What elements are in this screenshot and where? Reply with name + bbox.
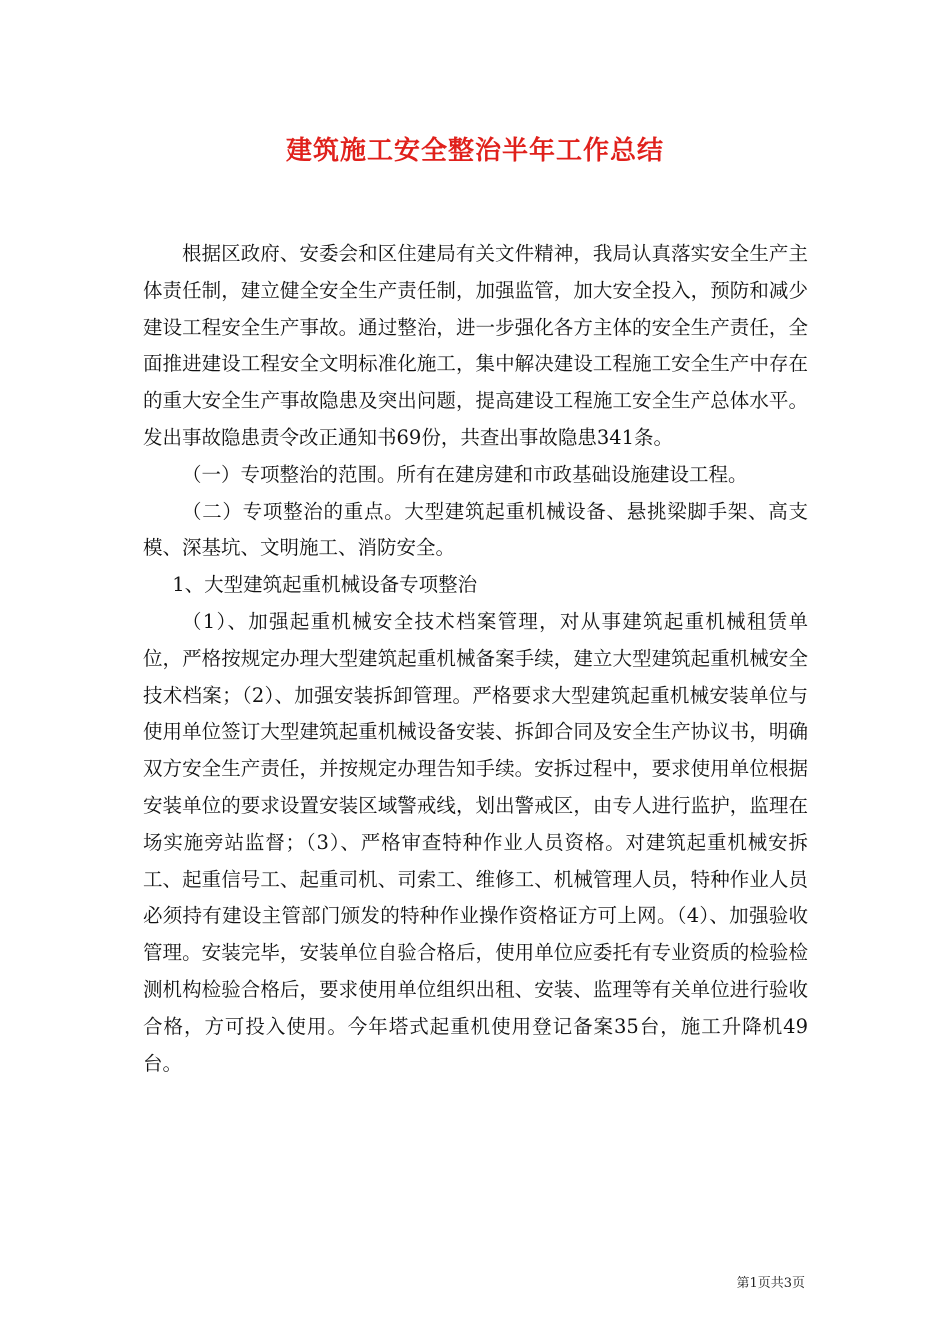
crane-details-paragraph: （1）、加强起重机械安全技术档案管理，对从事建筑起重机械租赁单位，严格按规定办理大型建筑起重机械备案手续，建立大型建筑起重机械安全技术档案；（2）、加强安装拆卸管理。严格要求大型建筑起重机械安装单位与使用单位签订大型建筑起重机械设备安装、拆卸合同及安全生产协议书，明确双方安全生产责任，并按规定办理告知手续。安拆过程中，要求使用单位根据安装单位的要求设置安装区域警戒线，划出警戒区，由专人进行监护，监理在场实施旁站监督；（3）、严格审查特种作业人员资格。对建筑起重机械安拆工、起重信号工、起重司机、司索工、维修工、机械管理人员，特种作业人员必须持有建设主管部门颁发的特种作业操作资格证方可上网。（4）、加强验收管理。安装完毕，安装单位自验合格后，使用单位应委托有专业资质的检验检测机构检验合格后，要求使用单位组织出租、安装、监理等有关单位进行验收合格，方可投入使用。今年塔式起重机使用登记备案35台，施工升降机49台。	[143, 609, 808, 1075]
document-title: 建筑施工安全整治半年工作总结	[285, 136, 664, 166]
focus-paragraph: （二）专项整治的重点。大型建筑起重机械设备、悬挑梁脚手架、高支模、深基坑、文明施工、消防安全。	[143, 499, 808, 560]
intro-paragraph: 根据区政府、安委会和区住建局有关文件精神，我局认真落实安全生产主体责任制，建立健全安全生产责任制，加强监管，加大安全投入，预防和减少建设工程安全生产事故。通过整治，进一步强化各方主体的安全生产责任，全面推进建设工程安全文明标准化施工，集中解决建设工程施工安全生产中存在的重大安全生产事故隐患及突出问题，提高建设工程施工安全生产总体水平。发出事故隐患责令改正通知书69份，共查出事故隐患341条。	[143, 242, 808, 449]
scope-paragraph: （一）专项整治的范围。所有在建房建和市政基础设施建设工程。	[182, 462, 748, 486]
document-body	[143, 236, 808, 1082]
page-number: 第1页共3页	[736, 1276, 805, 1291]
section-heading-crane: 1、大型建筑起重机械设备专项整治	[172, 573, 478, 597]
